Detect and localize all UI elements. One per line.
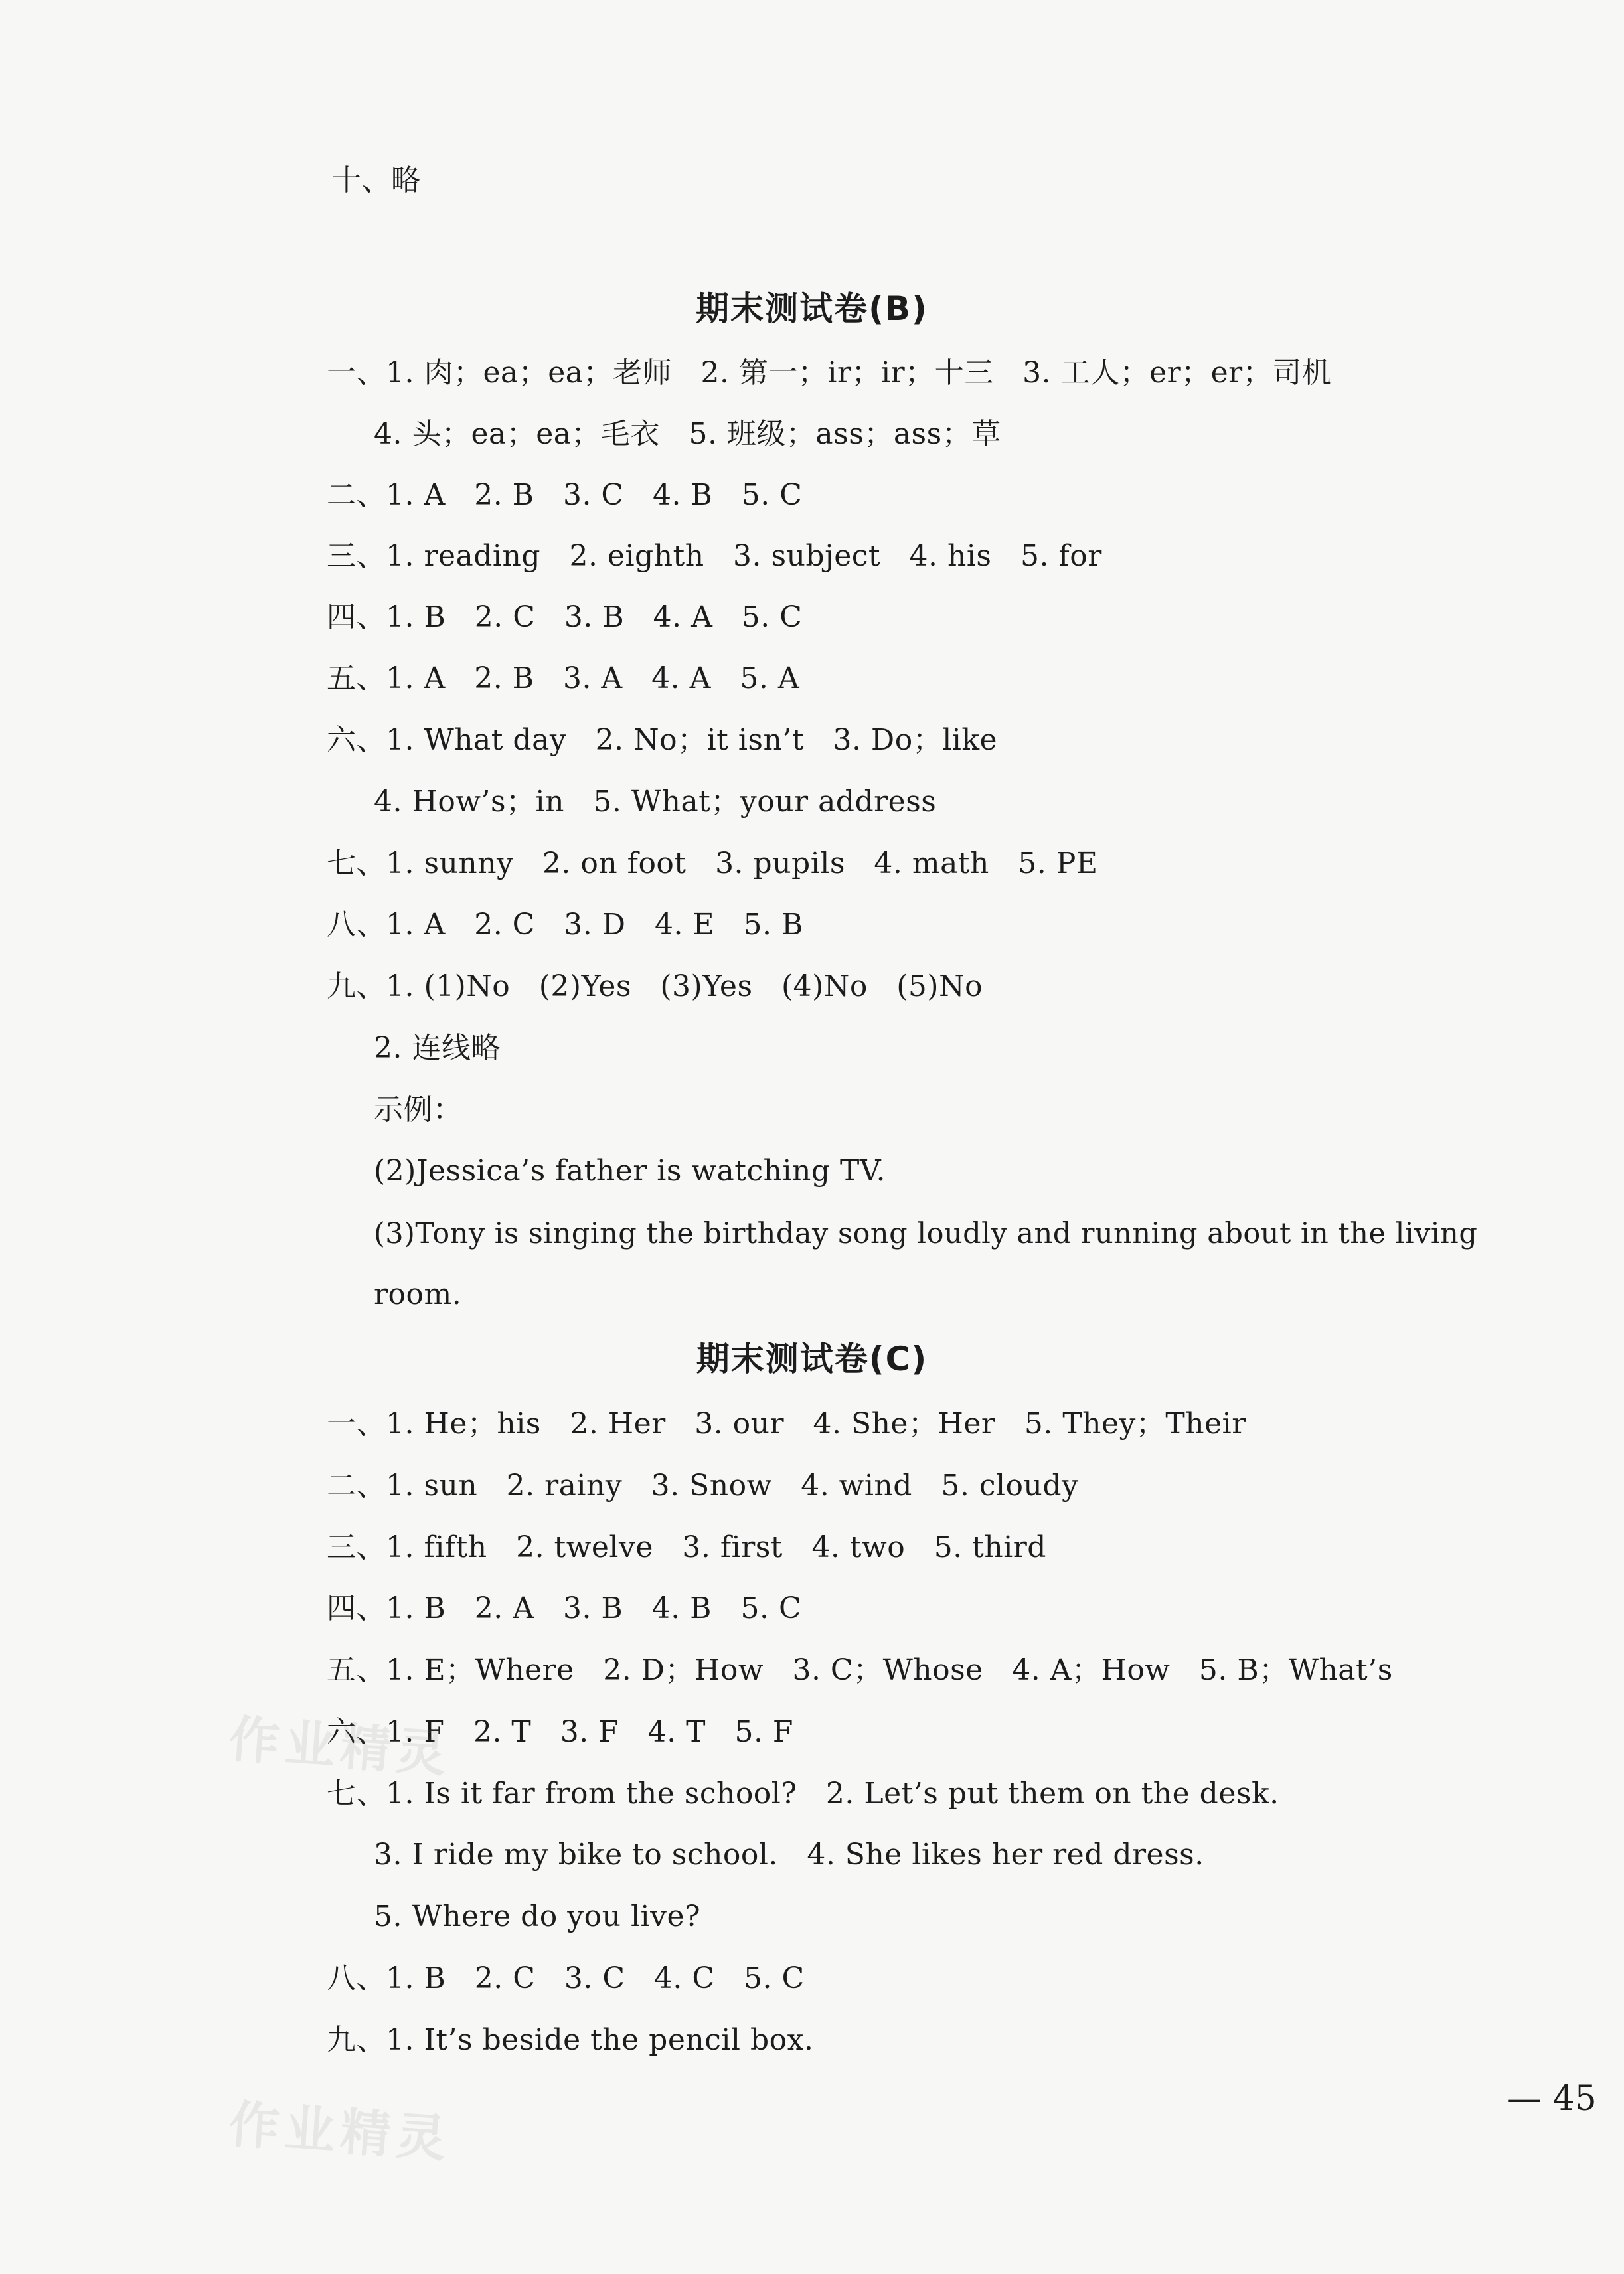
c-line-8: 3. I ride my bike to school. 4. She likes her red dress. bbox=[374, 1838, 1204, 1872]
b-line-7: 六、1. What day 2. No；it isn’t 3. Do；like bbox=[327, 723, 998, 757]
c-line-7: 七、1. Is it far from the school? 2. Let’s put them on the desk. bbox=[327, 1777, 1279, 1811]
c-line-2: 二、1. sun 2. rainy 3. Snow 4. wind 5. cloudy bbox=[327, 1469, 1079, 1502]
b-line-3: 二、1. A 2. B 3. C 4. B 5. C bbox=[327, 478, 803, 512]
b-line-8: 4. How’s；in 5. What；your address bbox=[374, 785, 937, 819]
b-line-2: 4. 头；ea；ea；毛衣 5. 班级；ass；ass；草 bbox=[374, 417, 1001, 451]
c-line-11: 九、1. It’s beside the pencil box. bbox=[327, 2023, 814, 2057]
page-number: — 45 bbox=[1507, 2079, 1597, 2119]
c-line-5: 五、1. E；Where 2. D；How 3. C；Whose 4. A；How 5. B；What’s bbox=[327, 1653, 1393, 1687]
c-line-6: 六、1. F 2. T 3. F 4. T 5. F bbox=[327, 1715, 793, 1749]
c-line-3: 三、1. fifth 2. twelve 3. first 4. two 5. third bbox=[327, 1530, 1046, 1564]
watermark-logo: 作业精灵 bbox=[226, 1709, 454, 1784]
b-line-14: (2)Jessica’s father is watching TV. bbox=[374, 1154, 886, 1188]
c-line-10: 八、1. B 2. C 3. C 4. C 5. C bbox=[327, 1961, 805, 1995]
b-line-6: 五、1. A 2. B 3. A 4. A 5. A bbox=[327, 661, 800, 695]
b-line-11: 九、1. (1)No (2)Yes (3)Yes (4)No (5)No bbox=[327, 969, 983, 1003]
item-ten: 十、略 bbox=[332, 163, 421, 197]
b-line-12: 2. 连线略 bbox=[374, 1031, 501, 1065]
b-line-10: 八、1. A 2. C 3. D 4. E 5. B bbox=[327, 908, 803, 941]
b-line-1: 一、1. 肉；ea；ea；老师 2. 第一；ir；ir；十三 3. 工人；er；er；司机 bbox=[327, 356, 1332, 390]
b-line-15: (3)Tony is singing the birthday song loudly and running about in the living bbox=[374, 1217, 1478, 1250]
b-line-16: room. bbox=[374, 1277, 462, 1311]
b-line-4: 三、1. reading 2. eighth 3. subject 4. his 5. for bbox=[327, 539, 1102, 573]
b-line-5: 四、1. B 2. C 3. B 4. A 5. C bbox=[327, 600, 803, 634]
c-line-9: 5. Where do you live? bbox=[374, 1900, 701, 1933]
b-line-9: 七、1. sunny 2. on foot 3. pupils 4. math 5. PE bbox=[327, 847, 1098, 880]
c-line-1: 一、1. He；his 2. Her 3. our 4. She；Her 5. They；Their bbox=[327, 1407, 1246, 1441]
watermark-logo-2: 作业精灵 bbox=[226, 2094, 454, 2169]
section-c-title: 期末测试卷(C) bbox=[696, 1340, 928, 1378]
b-line-13: 示例： bbox=[374, 1093, 463, 1127]
section-b-title: 期末测试卷(B) bbox=[696, 289, 928, 328]
c-line-4: 四、1. B 2. A 3. B 4. B 5. C bbox=[327, 1591, 802, 1625]
